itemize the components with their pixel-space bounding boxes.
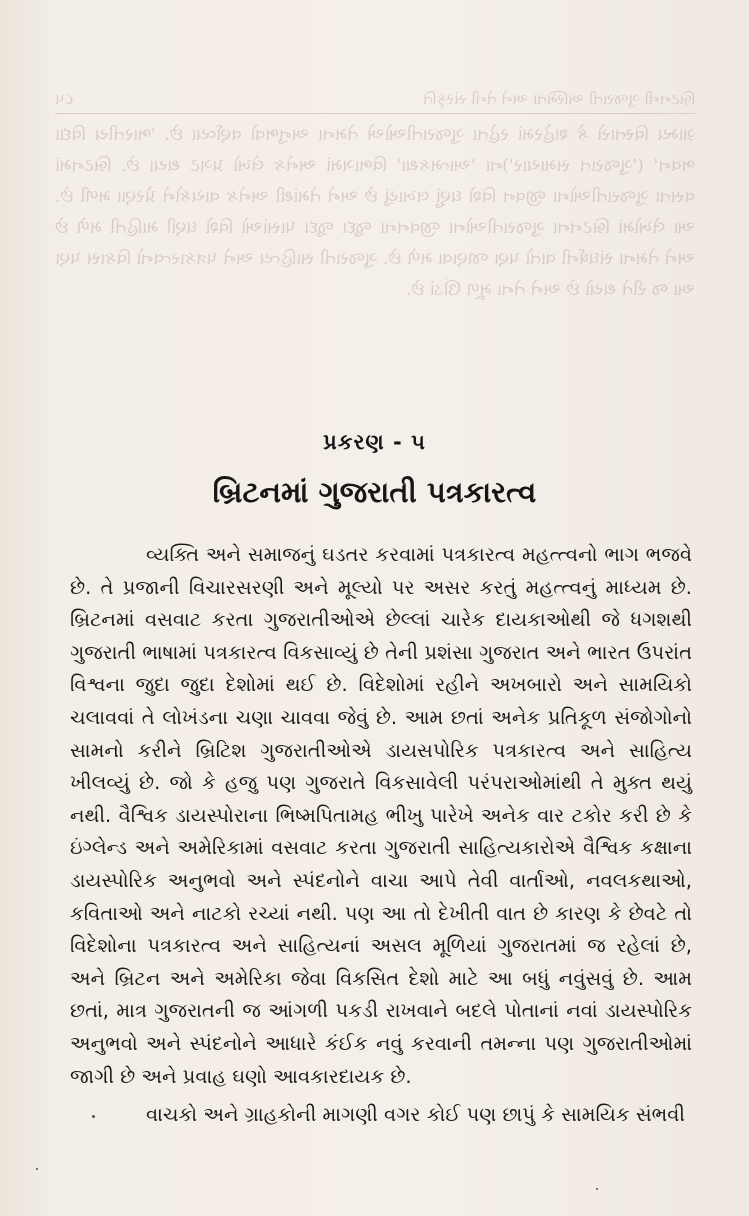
paragraph-1: વ્યક્તિ અને સમાજનું ઘડતર કરવામાં પત્રકારત્વ મહત્ત્વનો ભાગ ભજવે છે. તે પ્રજાની વિચારસરણી અને મૂલ્યો પર અસર કરતું મહત્ત્વનું માધ્યમ છે. બ્રિટનમાં વસવાટ કરતા ગુજરાતીઓએ છેલ્લાં ચારેક દાયકાઓથી જે ધગશથી ગુજરાતી ભાષામાં પત્રકારત્વ વિકસાવ્યું છે તેની પ્રશંસા ગુજરાત અને ભારત ઉપરાંત વિશ્વના જુદા જુદા દેશોમાં થઈ છે. વિદેશોમાં રહીને અખબારો અને સામયિકો ચલાવવાં તે લોખંડના ચણા ચાવવા જેવું છે. આમ છતાં અનેક પ્રતિકૂળ સંજોગોનો સામનો કરીને બ્રિટિશ ગુજરાતીઓએ ડાયસપોરિક પત્રકારત્વ અને સાહિત્ય ખીલવ્યું છે. જો કે હજુ પણ ગુજરાતે વિકસાવેલી પરંપરાઓમાંથી તે મુક્ત થયું નથી. વૈશ્વિક ડાયસ્પોરાના ભિષ્મપિતામહ ભીખુ પારેખે અનેક વાર ટકોર કરી છે કે ઇંગ્લેન્ડ અને અમેરિકામાં વસવાટ કરતા ગુજરાતી સાહિત્યકારોએ વૈશ્વિક કક્ષાના ડાયસ્પોરિક અનુભવો અને સ્પંદનોને વાચા આપે તેવી વાર્તાઓ, નવલકથાઓ, કવિતાઓ અને નાટકો રચ્યાં નથી. પણ આ તો દેખીતી વાત છે કારણ કે છેવટે તો વિદેશોના પત્રકારત્વ અને સાહિત્યનાં અસલ મૂળિયાં ગુજરાતમાં જ રહેલાં છે, અને બ્રિટન અને અમેરિકા જેવા વિકસિત દેશો માટે આ બધું નવુંસવું છે. આમ છતાં, માત્ર ગુજરાતની જ આંગળી પકડી રાખવાને બદલે પોતાનાં નવાં ડાયસ્પોરિક અનુભવો અને સ્પંદનોને આધારે કંઈક નવું કરવાની તમન્ના પણ ગુજરાતીઓમાં જાગી છે અને પ્રવાહ ઘણો આવકારદાયક છે. (70, 543, 692, 1088)
chapter-title: બ્રિટનમાં ગુજરાતી પત્રકારત્વ (212, 475, 537, 509)
bleed-through-body: ગ્રામ્ય વિસ્તારો કે શહેરમાં રહેતા ગુજરાતીઓએ તેમના અનુભવો વર્ણવ્યા છે. 'ભારતીય વિદ્યા ભવન' ('ગુજરાત સમાચાર')ના 'આત્મકથા' વિભાગમાં અનેક લેખો પ્રગટ થયા છે. બ્રિટનમાં વસતા ગુજરાતીઓના જીવન વિશે ઘણું લખાયું છે અને તેમાંથી અનેક વાચકોને પ્રેરણા મળી છે. આ લેખોમાં બ્રિટનના ગુજરાતીઓના જીવનના જુદા જુદા પાસાંઓ વિશે ઘણી માહિતી મળે છે અને તેમના સંઘર્ષની વાતો પણ જાણવા મળે છે. ગુજરાતી સાહિત્ય અને પત્રકારત્વનો વિકાસ પણ આ જ રીતે થયો છે અને તેના મૂળ ઊંડાં છે. (55, 125, 695, 300)
chapter-label: પ્રકરણ - ૫ (323, 430, 426, 454)
bleed-through-header-right: ૮૫ (55, 90, 74, 108)
print-speck (92, 1115, 95, 1118)
paragraph-2: વાચકો અને ગ્રાહકોની માગણી વગર કોઈ પણ છાપું કે સામયિક સંભવી (146, 1103, 685, 1127)
print-speck (596, 1188, 598, 1190)
bleed-through-text (55, 85, 695, 306)
bleed-through-header-left: બ્રિટનની ગુજરાતી અસ્મિતા અને તેની સંસ્કૃતિ (422, 90, 695, 108)
bleed-through-header (55, 85, 695, 114)
print-speck (36, 1168, 38, 1170)
chapter-body (70, 539, 692, 1132)
